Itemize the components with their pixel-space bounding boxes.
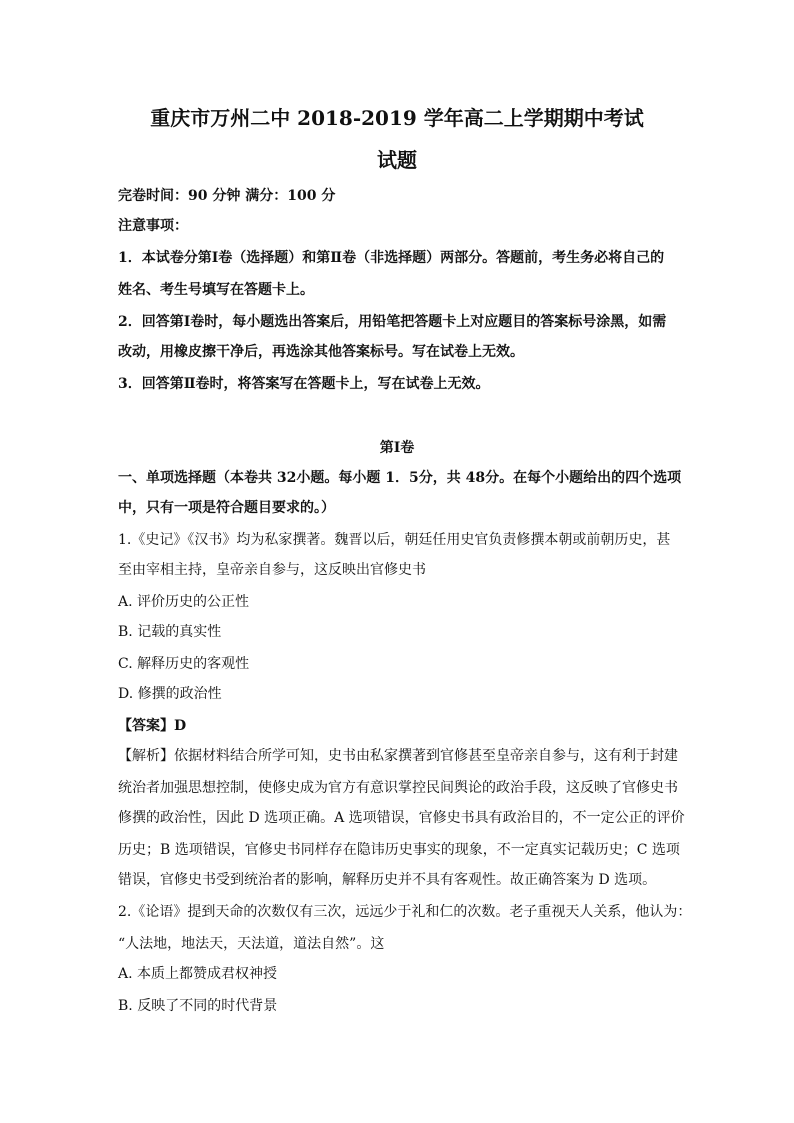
question-1-option-a: A. 评价历史的公正性: [118, 594, 250, 610]
question-1-option-b: B. 记载的真实性: [118, 624, 222, 640]
exam-title-line2: 试题: [377, 148, 417, 172]
question-1-stem: 1.《史记》《汉书》均为私家撰著。魏晋以后，朝廷任用史官负责修撰本朝或前朝历史，甚: [118, 532, 671, 548]
question-1-answer: 【答案】D: [118, 718, 187, 734]
notice-item: 姓名、考生号填写在答题卡上。: [118, 282, 314, 298]
question-1-analysis: 统治者加强思想控制，使修史成为官方有意识掌控民间舆论的政治手段，这反映了官修史书: [118, 780, 678, 796]
question-1-analysis: 【解析】依据材料结合所学可知，史书由私家撰著到官修甚至皇帝亲自参与，这有利于封建: [118, 748, 678, 764]
question-1-option-c: C. 解释历史的客观性: [118, 656, 250, 672]
question-2-option-a: A. 本质上都赞成君权神授: [118, 966, 278, 982]
section-title: 第Ⅰ卷: [379, 440, 415, 456]
notice-item: 改动，用橡皮擦干净后，再选涂其他答案标号。写在试卷上无效。: [118, 344, 524, 360]
exam-info: 完卷时间：90 分钟 满分：100 分: [118, 188, 336, 204]
question-1-option-d: D. 修撰的政治性: [118, 686, 222, 702]
notice-item: 1．本试卷分第Ⅰ卷（选择题）和第Ⅱ卷（非选择题）两部分。答题前，考生务必将自己的: [118, 250, 665, 266]
notice-heading: 注意事项：: [118, 218, 188, 234]
part-heading: 中，只有一项是符合题目要求的。）: [118, 500, 335, 516]
notice-item: 2．回答第Ⅰ卷时，每小题选出答案后，用铅笔把答题卡上对应题目的答案标号涂黑，如需: [118, 314, 667, 330]
question-1-analysis: 错误，官修史书受到统治者的影响，解释历史并不具有客观性。故正确答案为 D 选项。: [118, 872, 657, 888]
question-1-analysis: 修撰的政治性，因此 D 选项正确。A 选项错误，官修史书具有政治目的，不一定公正的评价: [118, 810, 685, 826]
notice-item: 3．回答第Ⅱ卷时，将答案写在答题卡上，写在试卷上无效。: [118, 376, 490, 392]
question-2-stem: 2.《论语》提到天命的次数仅有三次，远远少于礼和仁的次数。老子重视天人关系，他认为：: [118, 904, 692, 920]
exam-title: 重庆市万州二中 2018-2019 学年高二上学期期中考试: [150, 106, 644, 130]
question-2-option-b: B. 反映了不同的时代背景: [118, 998, 278, 1014]
question-2-stem: “人法地，地法天，天法道，道法自然”。这: [118, 936, 385, 952]
question-1-stem: 至由宰相主持，皇帝亲自参与，这反映出官修史书: [118, 562, 426, 578]
part-heading: 一、单项选择题（本卷共 32小题。每小题 1．5分，共 48分。在每个小题给出的四个选项: [118, 470, 682, 486]
question-1-analysis: 历史；B 选项错误，官修史书同样存在隐讳历史事实的现象，不一定真实记载历史；C 选项: [118, 842, 680, 858]
